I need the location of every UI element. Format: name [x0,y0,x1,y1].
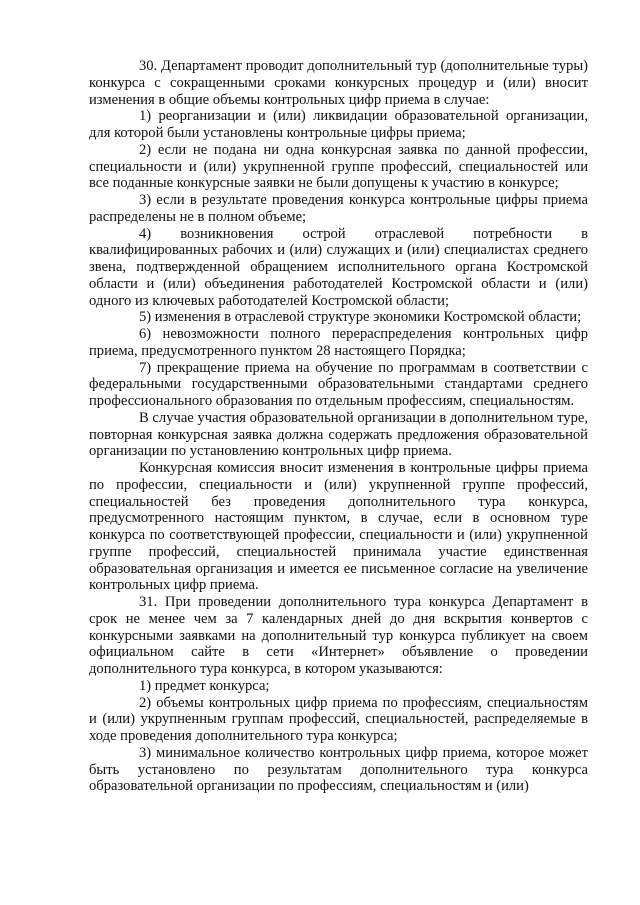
paragraph-commission-changes: Конкурсная комиссия вносит изменения в контрольные цифры приема по профессии, специальности и (или) укрупненной группе профессий, специальностей без проведения дополнительного тура конкурса, предусмотренного настоящим пунктом, в случае, если в основном туре конкурса по соответствующей профессии, специальности и (или) укрупненной группе профессий, специальностей принимала участие единственная образовательная организация и имеется ее письменное согласие на увеличение контрольных цифр приема. [89,460,588,594]
list-item-minimum-quantity: 3) минимальное количество контрольных цифр приема, которое может быть установлено по результатам дополнительного тура конкурса образовательной организации по профессиям, специальностям и (или) [89,744,588,795]
list-item-not-fully-distributed: 3) если в результате проведения конкурса контрольные цифры приема распределены не в полном объеме; [89,192,588,225]
list-item-economy-structure: 5) изменения в отраслевой структуре экономики Костромской области; [139,309,582,326]
list-item-reorganization: 1) реорганизации и (или) ликвидации образовательной организации, для которой были установлены контрольные цифры приема; [89,108,588,141]
paragraph-repeat-application: В случае участия образовательной организации в дополнительном туре, повторная конкурсная заявка должна содержать предложения образовательной организации по установлению контрольных цифр приема. [89,409,588,460]
list-item-no-applications: 2) если не подана ни одна конкурсная заявка по данной профессии, специальности и (или) укрупненной группе профессий, специальностей или все поданные конкурсные заявки не были допущены к участию в конкурсе; [89,141,588,192]
list-item-industry-demand: 4) возникновения острой отраслевой потребности в квалифицированных рабочих и (или) служащих и (или) специалистах среднего звена, подтвержденной обращением исполнительного органа Костромской области и (или) объединения работодателей Костромской области и (или) одного из ключевых работодателей Костромской области; [89,225,588,309]
list-item-redistribution-impossible: 6) невозможности полного перераспределения контрольных цифр приема, предусмотренного пунктом 28 настоящего Порядка; [89,326,588,359]
list-item-volumes: 2) объемы контрольных цифр приема по профессиям, специальностям и (или) укрупненным группам профессий, специальностей, распределяемые в ходе проведения дополнительного тура конкурса; [89,694,588,744]
list-item-admission-termination: 7) прекращение приема на обучение по программам в соответствии с федеральными государственными образовательными стандартами среднего профессионального образования по отдельным профессиям, специальностям. [89,359,588,409]
paragraph-30-intro: 30. Департамент проводит дополнительный тур (дополнительные туры) конкурса с сокращенными сроками конкурсных процедур и (или) вносит изменения в общие объемы контрольных цифр приема в случае: [89,58,588,108]
list-item-subject: 1) предмет конкурса; [139,677,270,694]
paragraph-31-intro: 31. При проведении дополнительного тура конкурса Департамент в срок не менее чем за 7 календарных дней до дня вскрытия конвертов с конкурсными заявками на дополнительный тур конкурса публикует на своем официальном сайте в сети «Интернет» объявление о проведении дополнительного тура конкурса, в котором указываются: [89,594,588,677]
